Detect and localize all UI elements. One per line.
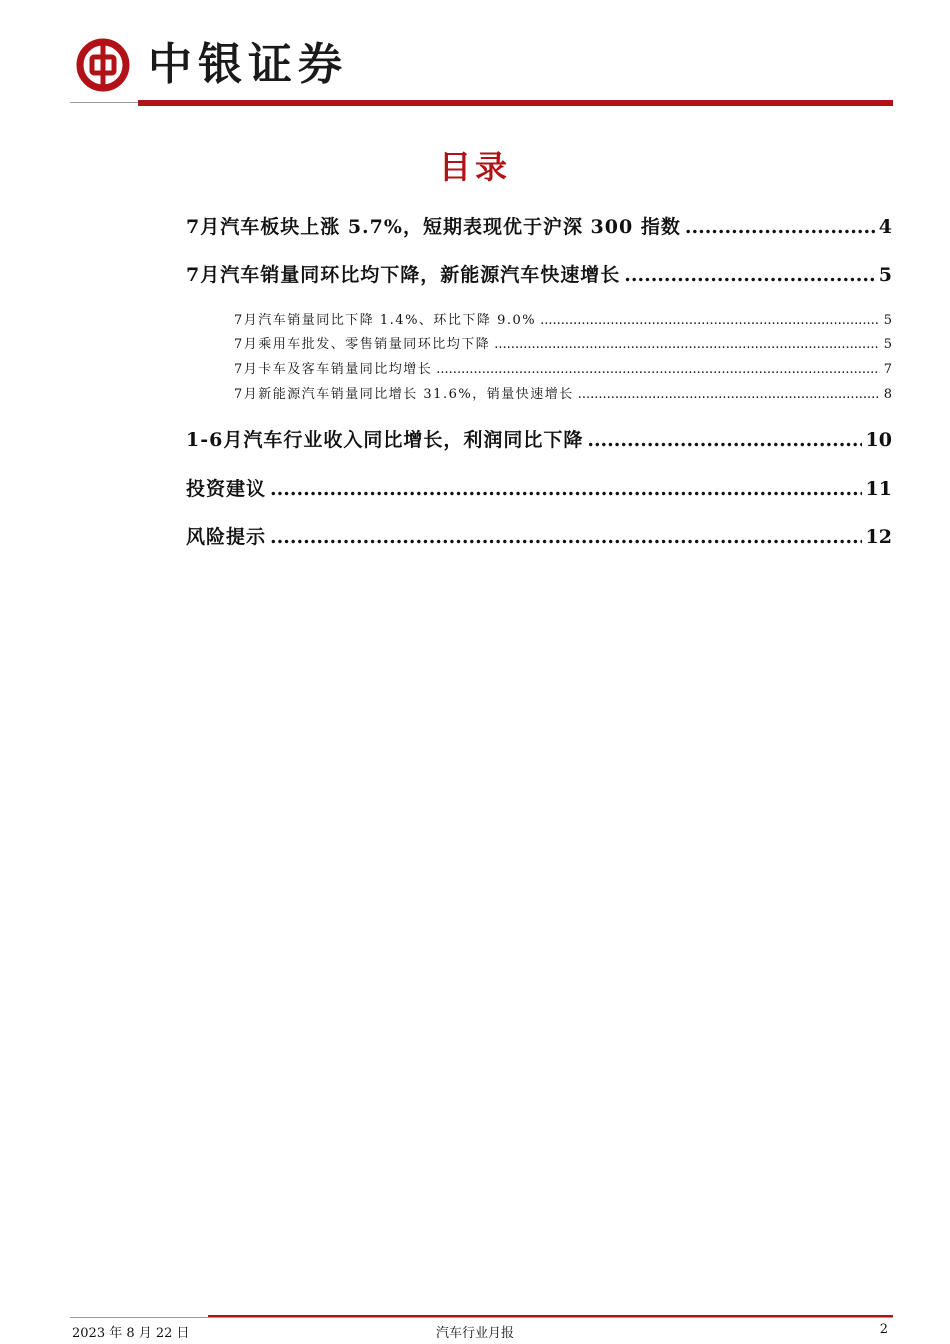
toc-entry-text: 风险提示 <box>186 526 267 548</box>
toc-entry-text: 7月汽车板块上涨 5.7%，短期表现优于沪深 300 指数 <box>186 216 681 238</box>
toc-entry-text: 7月汽车销量同环比均下降，新能源汽车快速增长 <box>186 264 621 286</box>
footer-divider <box>70 1317 893 1318</box>
toc-entry[interactable] <box>186 522 892 549</box>
bank-of-china-logo-icon <box>76 38 130 92</box>
toc-entry-page: 5 <box>883 337 892 352</box>
toc-entry-text: 1-6月汽车行业收入同比增长，利润同比下降 <box>186 429 584 451</box>
footer-report-name: 汽车行业月报 <box>435 1326 514 1341</box>
toc-dot-leader <box>624 264 875 286</box>
toc-entry-text: 投资建议 <box>186 478 267 500</box>
toc-entry[interactable] <box>186 212 892 239</box>
toc-entry-page: 11 <box>865 478 892 500</box>
toc-entry[interactable] <box>186 425 892 452</box>
toc-title: 目录 <box>438 148 511 186</box>
toc-dot-leader <box>494 337 879 352</box>
footer-page-number: 2 <box>879 1322 888 1337</box>
toc-subentry[interactable] <box>234 383 892 402</box>
toc-entry-page: 5 <box>883 313 892 328</box>
toc-dot-leader <box>578 387 880 402</box>
brand-name: 中银证券 <box>148 39 348 90</box>
footer-date: 2023 年 8 月 22 日 <box>72 1326 190 1341</box>
toc-entry-page: 5 <box>878 264 892 286</box>
toc-entry[interactable] <box>186 474 892 501</box>
toc-subentry[interactable] <box>234 309 892 328</box>
toc-entry[interactable] <box>186 260 892 287</box>
toc-entry-text: 7月新能源汽车销量同比增长 31.6%，销量快速增长 <box>234 387 574 402</box>
page-header <box>70 30 893 110</box>
toc-dot-leader <box>270 526 862 548</box>
toc-subentry[interactable] <box>234 333 892 352</box>
toc-dot-leader <box>587 429 861 451</box>
toc-entry-page: 8 <box>883 387 892 402</box>
toc-entry-page: 7 <box>883 362 892 377</box>
toc-dot-leader <box>436 362 879 377</box>
toc-entry-text: 7月汽车销量同比下降 1.4%、环比下降 9.0% <box>234 313 537 328</box>
header-accent-bar <box>138 100 893 106</box>
toc-entry-text: 7月卡车及客车销量同比均增长 <box>234 362 433 377</box>
toc-entry-page: 12 <box>865 526 892 548</box>
toc-dot-leader <box>540 313 880 328</box>
toc-entry-page: 10 <box>865 429 892 451</box>
toc-dot-leader <box>270 478 862 500</box>
toc-dot-leader <box>685 216 875 238</box>
toc-entry-text: 7月乘用车批发、零售销量同环比均下降 <box>234 337 491 352</box>
toc-entry-page: 4 <box>878 216 892 238</box>
toc-subentry[interactable] <box>234 358 892 377</box>
footer-accent-bar <box>208 1315 893 1317</box>
